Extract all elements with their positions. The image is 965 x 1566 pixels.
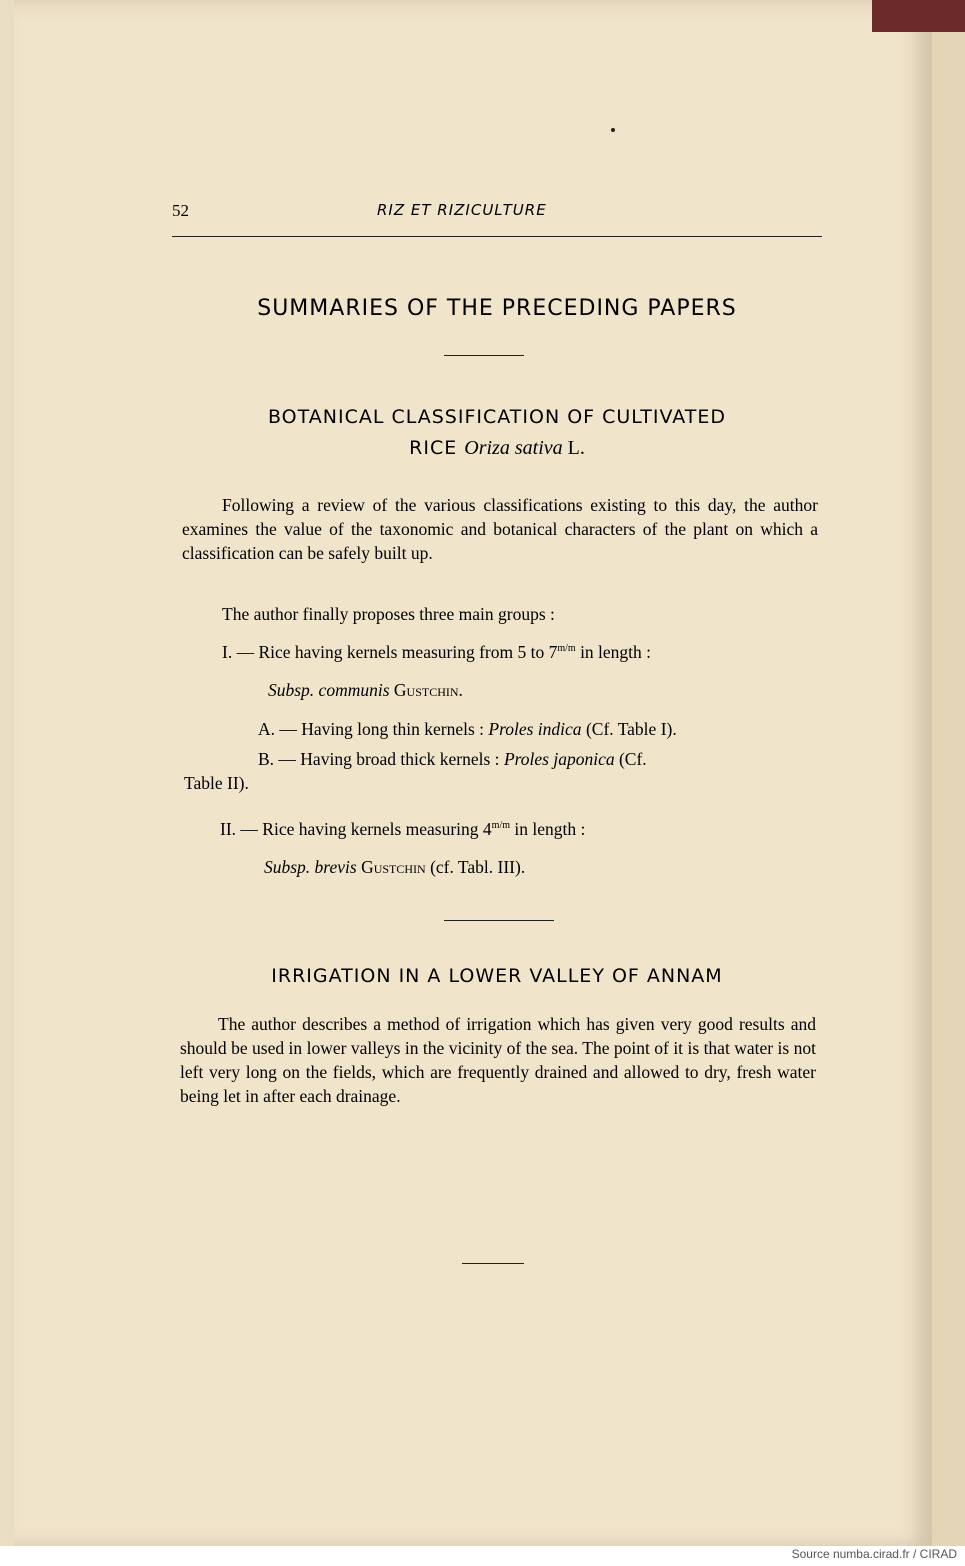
section1-subtitle: RICE Oriza sativa L. — [409, 437, 585, 459]
running-title: RIZ ET RIZICULTURE — [377, 201, 547, 219]
document-page — [14, 0, 932, 1546]
group-two: II. — Rice having kernels measuring $4^{m/m}$ in length : — [220, 819, 586, 839]
section-divider — [444, 355, 524, 356]
page-binding-edge — [932, 0, 965, 1546]
section1-title: BOTANICAL CLASSIFICATION OF CULTIVATED — [267, 406, 727, 428]
header-rule — [172, 236, 822, 237]
book-cover-corner — [872, 0, 965, 32]
item-a: A. — Having long thin kernels : Proles indica (Cf. Table I). — [258, 719, 677, 739]
group-one-subsp: Subsp. communis Gustchin. — [268, 680, 463, 700]
section2-title: IRRIGATION IN A LOWER VALLEY OF ANNAM — [271, 965, 723, 987]
source-credit: Source numba.cirad.fr / CIRAD — [791, 1547, 957, 1561]
page-number: 52 — [172, 201, 189, 220]
section-divider-2 — [444, 920, 554, 921]
page-left-edge — [0, 0, 14, 1566]
section1-paragraph: Following a review of the various classifications existing to this day, the author examines the value of the taxonomic and botanical characters of the plant on which a classification can be safely built up. — [182, 495, 818, 563]
ink-dot — [611, 128, 615, 132]
summaries-title: SUMMARIES OF THE PRECEDING PAPERS — [257, 296, 737, 321]
groups-intro: The author finally proposes three main groups : — [222, 604, 555, 624]
end-divider — [462, 1263, 524, 1264]
page-header — [172, 201, 807, 227]
item-b: B. — Having broad thick kernels : Proles japonica (Cf. — [258, 749, 647, 769]
section2-paragraph: The author describes a method of irrigation which has given very good results and should be used in lower valleys in the vicinity of the sea. The point of it is that water is not left very long on the fields, which are frequently drained and allowed to dry, fresh water being let in after each drainage. — [180, 1014, 816, 1106]
group-one: I. — Rice having kernels measuring from 5 to $7^{m/m}$ in length : — [222, 642, 652, 662]
group-two-subsp: Subsp. brevis Gustchin (cf. Tabl. III). — [264, 857, 526, 877]
item-b-continuation: Table II). — [184, 773, 249, 793]
